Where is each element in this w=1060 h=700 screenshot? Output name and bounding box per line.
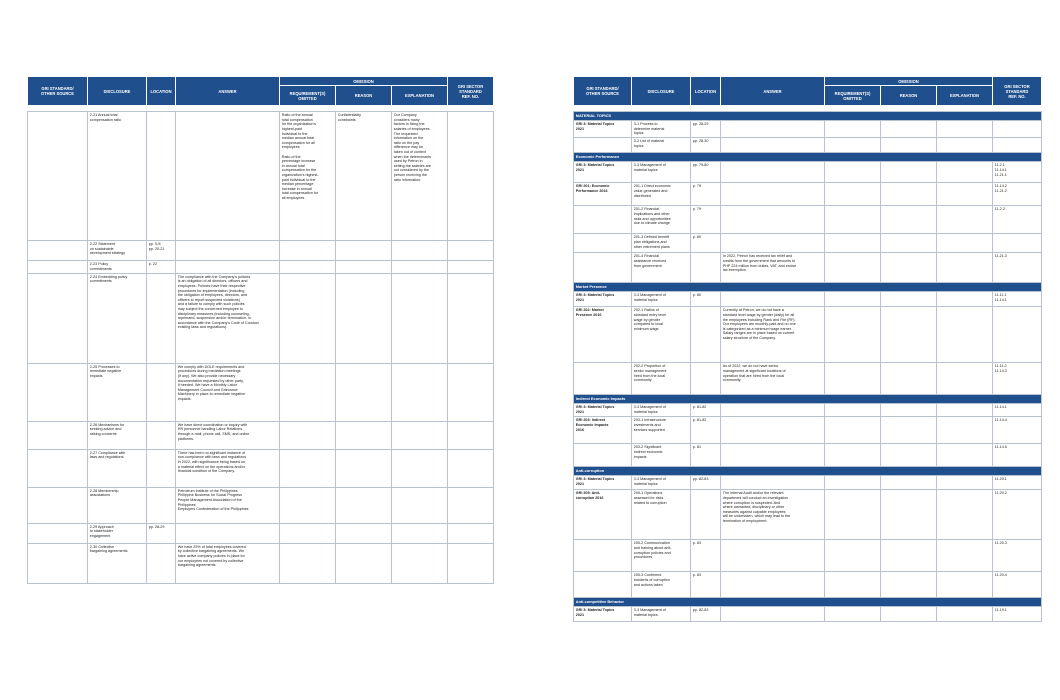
table-row xyxy=(574,234,1042,253)
location-cell xyxy=(691,490,721,540)
location-cell xyxy=(147,449,176,487)
section-title: Anti-competitive Behavior xyxy=(574,598,1042,607)
sector-ref-cell: 11.14.1 xyxy=(993,404,1042,417)
explanation-cell xyxy=(937,234,993,253)
disclosure-cell: 202-2 Proportion of senior management hired from the local community xyxy=(632,363,691,395)
reason-cell xyxy=(336,421,392,449)
section-header-row xyxy=(574,467,1042,476)
sector-ref-cell xyxy=(448,421,494,449)
disclosure-cell: 203-2 Significant indirect economic impacts xyxy=(632,444,691,467)
disclosure-cell: 205-3 Confirmed incidents of corruption and actions taken xyxy=(632,572,691,598)
answer-cell: Petroleum Institute of the Philippines Philippine Business for Social Progress People Management Association of the Philippines Employers Confederation of the Philippines xyxy=(176,487,280,523)
location-cell: p. 22 xyxy=(147,261,176,274)
location-cell xyxy=(691,307,721,363)
header-sector: GRI SECTOR STANDARD REF. NO. xyxy=(993,77,1042,106)
location-cell: p. 79 xyxy=(691,183,721,206)
reason-cell xyxy=(881,121,937,138)
answer-cell xyxy=(176,261,280,274)
table-row xyxy=(574,444,1042,467)
explanation-cell xyxy=(392,261,448,274)
table-row xyxy=(28,421,494,449)
standard-cell: GRI 203: Indirect Economic Impacts 2016 xyxy=(574,417,632,444)
reason-cell xyxy=(881,292,937,307)
table-row xyxy=(574,417,1042,444)
explanation-cell xyxy=(937,363,993,395)
disclosure-cell: 3-3 Management of material topics xyxy=(632,476,691,490)
explanation-cell xyxy=(937,572,993,598)
reason-cell xyxy=(336,363,392,421)
explanation-cell xyxy=(937,307,993,363)
answer-cell xyxy=(721,417,825,444)
explanation-cell xyxy=(937,404,993,417)
standard-cell xyxy=(574,253,632,283)
explanation-cell xyxy=(937,292,993,307)
location-cell xyxy=(147,421,176,449)
section-header-row xyxy=(574,395,1042,404)
explanation-cell xyxy=(937,138,993,153)
disclosure-cell: 205-2 Communication and training about anti- corruption policies and procedures xyxy=(632,540,691,572)
table-row xyxy=(574,138,1042,153)
sector-ref-cell xyxy=(448,523,494,543)
explanation-cell xyxy=(392,273,448,363)
standard-cell xyxy=(574,444,632,467)
location-cell: p. 80 xyxy=(691,234,721,253)
sector-ref-cell: 11.20.2 xyxy=(993,490,1042,540)
disclosure-cell: 3-3 Management of material topics xyxy=(632,404,691,417)
reason-cell xyxy=(336,273,392,363)
reason-cell xyxy=(881,253,937,283)
disclosure-cell: 2-29 Approach to stakeholder engagement xyxy=(88,523,147,543)
header-explanation: EXPLANATION xyxy=(392,86,448,106)
header-reason: REASON xyxy=(336,86,392,106)
table-row xyxy=(574,540,1042,572)
header-omission: OMISSION xyxy=(280,77,448,86)
location-cell: pp. 82-83 xyxy=(691,476,721,490)
reason-cell xyxy=(881,572,937,598)
sector-ref-cell xyxy=(448,112,494,241)
answer-cell xyxy=(176,523,280,543)
answer-cell: There has been no significant instance of non-compliance with laws and regulations in 2022, with significance being based on a material effect on the operations and/or financial condition of the Company. xyxy=(176,449,280,487)
reason-cell xyxy=(881,540,937,572)
answer-cell: We comply with DOLE requirements and procedures during mediation meetings (if any). We also provide necessary documentation requested by other party, if needed. We have a Monthly Labor Management Council and Grievance Machinery in place to remediate negative impacts. xyxy=(176,363,280,421)
explanation-cell xyxy=(392,523,448,543)
reason-cell xyxy=(881,307,937,363)
reason-cell xyxy=(881,607,937,622)
sector-ref-cell: 11.2.2 xyxy=(993,206,1042,234)
answer-cell: Currently at Petron, we do not have a standard level wage by gender (daily) for all the employees including Rank and File (RF). Our employees are monthly-paid and no one is categorized as a minimum wage earner. Salary ranges are in place based on current salary structure of the Company. xyxy=(721,307,825,363)
requirements-omitted-cell xyxy=(280,487,336,523)
requirements-omitted-cell xyxy=(825,253,881,283)
standard-cell xyxy=(574,363,632,395)
location-cell: p. 81-82 xyxy=(691,417,721,444)
section-header-row xyxy=(574,153,1042,162)
requirements-omitted-cell xyxy=(825,490,881,540)
requirements-omitted-cell xyxy=(825,138,881,153)
explanation-cell xyxy=(392,449,448,487)
answer-cell: In 2022, Petron has received tax relief and credits from the government that amounts to PHP 224 million from duties, VAT, and excise tax exemption. xyxy=(721,253,825,283)
explanation-cell xyxy=(392,363,448,421)
reason-cell xyxy=(881,404,937,417)
location-cell xyxy=(691,363,721,395)
location-cell: p. 81 xyxy=(691,444,721,467)
answer-cell xyxy=(176,112,280,241)
sector-ref-cell: 11.20.4 xyxy=(993,572,1042,598)
disclosure-cell: 3-3 Management of material topics xyxy=(632,162,691,183)
standard-cell xyxy=(28,449,88,487)
location-cell: pp. 5-9; pp. 20-21 xyxy=(147,241,176,261)
location-cell: pp. 28-29 xyxy=(691,121,721,138)
reason-cell xyxy=(336,261,392,274)
answer-cell: We have direct coordination or inquiry with HR personnel handling Labor Relations through e-mail, phone call, SMS, and online platforms. xyxy=(176,421,280,449)
answer-cell: The compliance with the Company's policies is an obligation of all directors, officers and employees. Policies have their respective procedures for implementation (including the obligation of employees, directors, and officers to report suspected violations) and a failure to comply with such policies may subject the concerned employee to disciplinary measures (including counseling, reprimand, suspension and/or termination, in accordance with the Company's Code of Conduct existing laws and regulations). xyxy=(176,273,280,363)
location-cell xyxy=(147,543,176,583)
disclosure-cell: 3-1 Process to determine material topics xyxy=(632,121,691,138)
right-page xyxy=(573,76,1041,622)
sector-ref-cell: 11.20.3 xyxy=(993,540,1042,572)
header-disclosure: DISCLOSURE xyxy=(632,77,691,106)
header-requirements: REQUIREMENT(S) OMITTED xyxy=(280,86,336,106)
table-row xyxy=(28,487,494,523)
answer-cell xyxy=(721,292,825,307)
standard-cell xyxy=(28,261,88,274)
table-row xyxy=(28,449,494,487)
disclosure-cell: 201-4 Financial assistance received from government xyxy=(632,253,691,283)
header-answer: ANSWER xyxy=(176,77,280,106)
disclosure-cell: 201-2 Financial implications and other risks and opportunities due to climate change xyxy=(632,206,691,234)
requirements-omitted-cell xyxy=(825,417,881,444)
answer-cell xyxy=(721,183,825,206)
table-row xyxy=(574,404,1042,417)
left-page xyxy=(27,76,493,584)
gri-table-right xyxy=(573,76,1042,622)
table-row xyxy=(574,572,1042,598)
reason-cell xyxy=(336,523,392,543)
location-cell xyxy=(691,253,721,283)
requirements-omitted-cell xyxy=(825,363,881,395)
table-row xyxy=(574,253,1042,283)
disclosure-cell: 2-26 Mechanisms for seeking advice and raising concerns xyxy=(88,421,147,449)
sector-ref-cell xyxy=(448,241,494,261)
requirements-omitted-cell xyxy=(280,273,336,363)
reason-cell: Confidentiality constraints xyxy=(336,112,392,241)
standard-cell xyxy=(28,112,88,241)
standard-cell xyxy=(574,138,632,153)
standard-cell xyxy=(574,572,632,598)
location-cell: pp. 82-83 xyxy=(691,607,721,622)
answer-cell xyxy=(721,404,825,417)
disclosure-cell: 2-27 Compliance with laws and regulations xyxy=(88,449,147,487)
reason-cell xyxy=(881,417,937,444)
sector-ref-cell xyxy=(448,363,494,421)
standard-cell xyxy=(574,206,632,234)
table-row xyxy=(574,607,1042,622)
requirements-omitted-cell xyxy=(280,421,336,449)
disclosure-cell: 3-3 Management of material topics xyxy=(632,292,691,307)
disclosure-cell: 201-1 Direct economic value generated and distributed xyxy=(632,183,691,206)
standard-cell: GRI 3: Material Topics 2021 xyxy=(574,404,632,417)
location-cell: p. 79 xyxy=(691,206,721,234)
location-cell: p. 83 xyxy=(691,572,721,598)
disclosure-cell: 2-23 Policy commitments xyxy=(88,261,147,274)
requirements-omitted-cell xyxy=(280,241,336,261)
table-row xyxy=(28,523,494,543)
location-cell: p. 83 xyxy=(691,540,721,572)
disclosure-cell: 2-21 Annual total compensation ratio xyxy=(88,112,147,241)
table-row xyxy=(28,363,494,421)
explanation-cell xyxy=(937,206,993,234)
reason-cell xyxy=(881,206,937,234)
gri-table-left xyxy=(27,76,494,584)
explanation-cell xyxy=(392,543,448,583)
disclosure-cell: 2-25 Processes to remediate negative impacts xyxy=(88,363,147,421)
location-cell xyxy=(147,112,176,241)
requirements-omitted-cell xyxy=(825,404,881,417)
explanation-cell: Our Company considers many factors in fixing the salaries of employees. The requested information on the ratio on the pay difference may be taken out of context when the determinants used by Petron in setting the salaries are not considered by the person receiving the ratio information. xyxy=(392,112,448,241)
explanation-cell xyxy=(937,540,993,572)
section-title: MATERIAL TOPICS xyxy=(574,112,1042,121)
requirements-omitted-cell xyxy=(825,234,881,253)
standard-cell: GRI 3: Material Topics 2021 xyxy=(574,121,632,138)
standard-cell xyxy=(28,241,88,261)
standard-cell: GRI 201: Economic Performance 2016 xyxy=(574,183,632,206)
standard-cell xyxy=(28,421,88,449)
requirements-omitted-cell xyxy=(280,363,336,421)
answer-cell xyxy=(721,607,825,622)
reason-cell xyxy=(881,476,937,490)
answer-cell xyxy=(721,162,825,183)
sector-ref-cell: 11.11.2 11.14.3 xyxy=(993,363,1042,395)
header-answer: ANSWER xyxy=(721,77,825,106)
explanation-cell xyxy=(937,417,993,444)
requirements-omitted-cell xyxy=(825,206,881,234)
sector-ref-cell xyxy=(448,487,494,523)
table-row xyxy=(574,121,1042,138)
explanation-cell xyxy=(937,444,993,467)
reason-cell xyxy=(881,234,937,253)
sector-ref-cell: 11.21.3 xyxy=(993,253,1042,283)
requirements-omitted-cell xyxy=(825,183,881,206)
standard-cell xyxy=(28,543,88,583)
location-cell: pp. 79-80 xyxy=(691,162,721,183)
standard-cell: GRI 3: Material Topics 2021 xyxy=(574,292,632,307)
table-row xyxy=(574,363,1042,395)
standard-cell xyxy=(574,234,632,253)
standard-cell: GRI 3: Material Topics 2021 xyxy=(574,476,632,490)
sector-ref-cell: 11.14.4 xyxy=(993,417,1042,444)
table-row xyxy=(574,490,1042,540)
disclosure-cell: 202-1 Ratios of standard entry level wage by gender compared to local minimum wage xyxy=(632,307,691,363)
reason-cell xyxy=(336,241,392,261)
disclosure-cell: 3-2 List of material topics xyxy=(632,138,691,153)
sector-ref-cell: 11.19.1 xyxy=(993,607,1042,622)
answer-cell xyxy=(176,241,280,261)
standard-cell: GRI 202: Market Presence 2016 xyxy=(574,307,632,363)
disclosure-cell: 205-1 Operations assessed for risks related to corruption xyxy=(632,490,691,540)
disclosure-cell: 2-24 Embedding policy commitments xyxy=(88,273,147,363)
explanation-cell xyxy=(937,490,993,540)
header-location: LOCATION xyxy=(691,77,721,106)
standard-cell xyxy=(28,487,88,523)
location-cell xyxy=(147,273,176,363)
requirements-omitted-cell xyxy=(280,523,336,543)
requirements-omitted-cell xyxy=(280,261,336,274)
standard-cell xyxy=(28,523,88,543)
location-cell: pp. 28-30 xyxy=(691,138,721,153)
requirements-omitted-cell: Ratio of the annual total compensation for the organization's highest-paid individual to the median annual total compensation for all employees Ratio of the percentage increase in annual total compensation for the organization's highest- paid individual to the median percentage increase in annual total compensation for all employees xyxy=(280,112,336,241)
requirements-omitted-cell xyxy=(825,162,881,183)
sector-ref-cell: 11.20.1 xyxy=(993,476,1042,490)
answer-cell xyxy=(721,444,825,467)
explanation-cell xyxy=(937,162,993,183)
answer-cell xyxy=(721,121,825,138)
answer-cell: We have 25% of total employees covered by collective bargaining agreements. We have active company policies in place for our employees not covered by collective bargaining agreements. xyxy=(176,543,280,583)
section-header-row xyxy=(574,598,1042,607)
explanation-cell xyxy=(392,487,448,523)
header-disclosure: DISCLOSURE xyxy=(88,77,147,106)
sector-ref-cell xyxy=(448,261,494,274)
table-row xyxy=(28,273,494,363)
section-title: Indirect Economic Impacts xyxy=(574,395,1042,404)
disclosure-cell: 2-30 Collective bargaining agreements xyxy=(88,543,147,583)
table-row xyxy=(574,183,1042,206)
reason-cell xyxy=(881,183,937,206)
reason-cell xyxy=(881,162,937,183)
location-cell xyxy=(147,363,176,421)
table-row xyxy=(574,292,1042,307)
sector-ref-cell xyxy=(448,449,494,487)
answer-cell xyxy=(721,476,825,490)
section-header-row xyxy=(574,283,1042,292)
header-standard: GRI STANDARD/ OTHER SOURCE xyxy=(28,77,88,106)
disclosure-cell: 2-22 Statement on sustainable development strategy xyxy=(88,241,147,261)
sector-ref-cell xyxy=(993,138,1042,153)
requirements-omitted-cell xyxy=(825,121,881,138)
header-omission: OMISSION xyxy=(825,77,993,86)
sector-ref-cell: 11.14.2 11.21.2 xyxy=(993,183,1042,206)
sector-ref-cell: 11.2.1 11.14.1 11.21.1 xyxy=(993,162,1042,183)
table-row xyxy=(574,307,1042,363)
sector-ref-cell xyxy=(448,543,494,583)
requirements-omitted-cell xyxy=(825,540,881,572)
table-row xyxy=(28,261,494,274)
table-row xyxy=(574,476,1042,490)
reason-cell xyxy=(336,449,392,487)
location-cell: p. 80 xyxy=(691,292,721,307)
answer-cell: The Internal Audit and/or the relevant department will conduct an investigation where corruption is suspected. And where warranted, disciplinary or other measures against culpable employees will be undertaken, which may lead to the termination of employment. xyxy=(721,490,825,540)
location-cell: p. 81-82 xyxy=(691,404,721,417)
requirements-omitted-cell xyxy=(825,476,881,490)
answer-cell xyxy=(721,234,825,253)
explanation-cell xyxy=(937,476,993,490)
standard-cell xyxy=(574,540,632,572)
standard-cell: GRI 205: Anti- corruption 2016 xyxy=(574,490,632,540)
standard-cell: GRI 3: Material Topics 2021 xyxy=(574,162,632,183)
requirements-omitted-cell xyxy=(280,543,336,583)
requirements-omitted-cell xyxy=(825,307,881,363)
standard-cell xyxy=(28,363,88,421)
disclosure-cell: 201-3 Defined benefit plan obligations and other retirement plans xyxy=(632,234,691,253)
explanation-cell xyxy=(392,241,448,261)
standard-cell: GRI 3: Material Topics 2021 xyxy=(574,607,632,622)
sector-ref-cell xyxy=(448,273,494,363)
reason-cell xyxy=(881,363,937,395)
explanation-cell xyxy=(937,607,993,622)
disclosure-cell: 203-1 Infrastructure investments and services supported xyxy=(632,417,691,444)
table-row xyxy=(574,206,1042,234)
answer-cell xyxy=(721,206,825,234)
header-sector: GRI SECTOR STANDARD REF. NO. xyxy=(448,77,494,106)
reason-cell xyxy=(881,138,937,153)
location-cell xyxy=(147,487,176,523)
header-reason: REASON xyxy=(881,86,937,106)
header-standard: GRI STANDARD/ OTHER SOURCE xyxy=(574,77,632,106)
answer-cell: As of 2022, we do not have senior management at significant locations of operation that are hired from the local community. xyxy=(721,363,825,395)
answer-cell xyxy=(721,138,825,153)
requirements-omitted-cell xyxy=(280,449,336,487)
sector-ref-cell: 11.11.1 11.14.1 xyxy=(993,292,1042,307)
table-row xyxy=(28,543,494,583)
table-row xyxy=(28,112,494,241)
location-cell: pp. 28-29 xyxy=(147,523,176,543)
standard-cell xyxy=(28,273,88,363)
reason-cell xyxy=(336,543,392,583)
sector-ref-cell xyxy=(993,307,1042,363)
sector-ref-cell xyxy=(993,234,1042,253)
table-row xyxy=(574,162,1042,183)
disclosure-cell: 2-28 Membership associations xyxy=(88,487,147,523)
requirements-omitted-cell xyxy=(825,444,881,467)
reason-cell xyxy=(336,487,392,523)
answer-cell xyxy=(721,572,825,598)
explanation-cell xyxy=(392,421,448,449)
sector-ref-cell: 11.14.5 xyxy=(993,444,1042,467)
answer-cell xyxy=(721,540,825,572)
explanation-cell xyxy=(937,121,993,138)
reason-cell xyxy=(881,490,937,540)
disclosure-cell: 3-3 Management of material topics xyxy=(632,607,691,622)
header-requirements: REQUIREMENT(S) OMITTED xyxy=(825,86,881,106)
section-title: Economic Performance xyxy=(574,153,1042,162)
requirements-omitted-cell xyxy=(825,292,881,307)
reason-cell xyxy=(881,444,937,467)
explanation-cell xyxy=(937,253,993,283)
header-location: LOCATION xyxy=(147,77,176,106)
sector-ref-cell xyxy=(993,121,1042,138)
requirements-omitted-cell xyxy=(825,572,881,598)
section-title: Market Presence xyxy=(574,283,1042,292)
section-title: Anti-corruption xyxy=(574,467,1042,476)
section-header-row xyxy=(574,112,1042,121)
explanation-cell xyxy=(937,183,993,206)
requirements-omitted-cell xyxy=(825,607,881,622)
table-row xyxy=(28,241,494,261)
header-explanation: EXPLANATION xyxy=(937,86,993,106)
